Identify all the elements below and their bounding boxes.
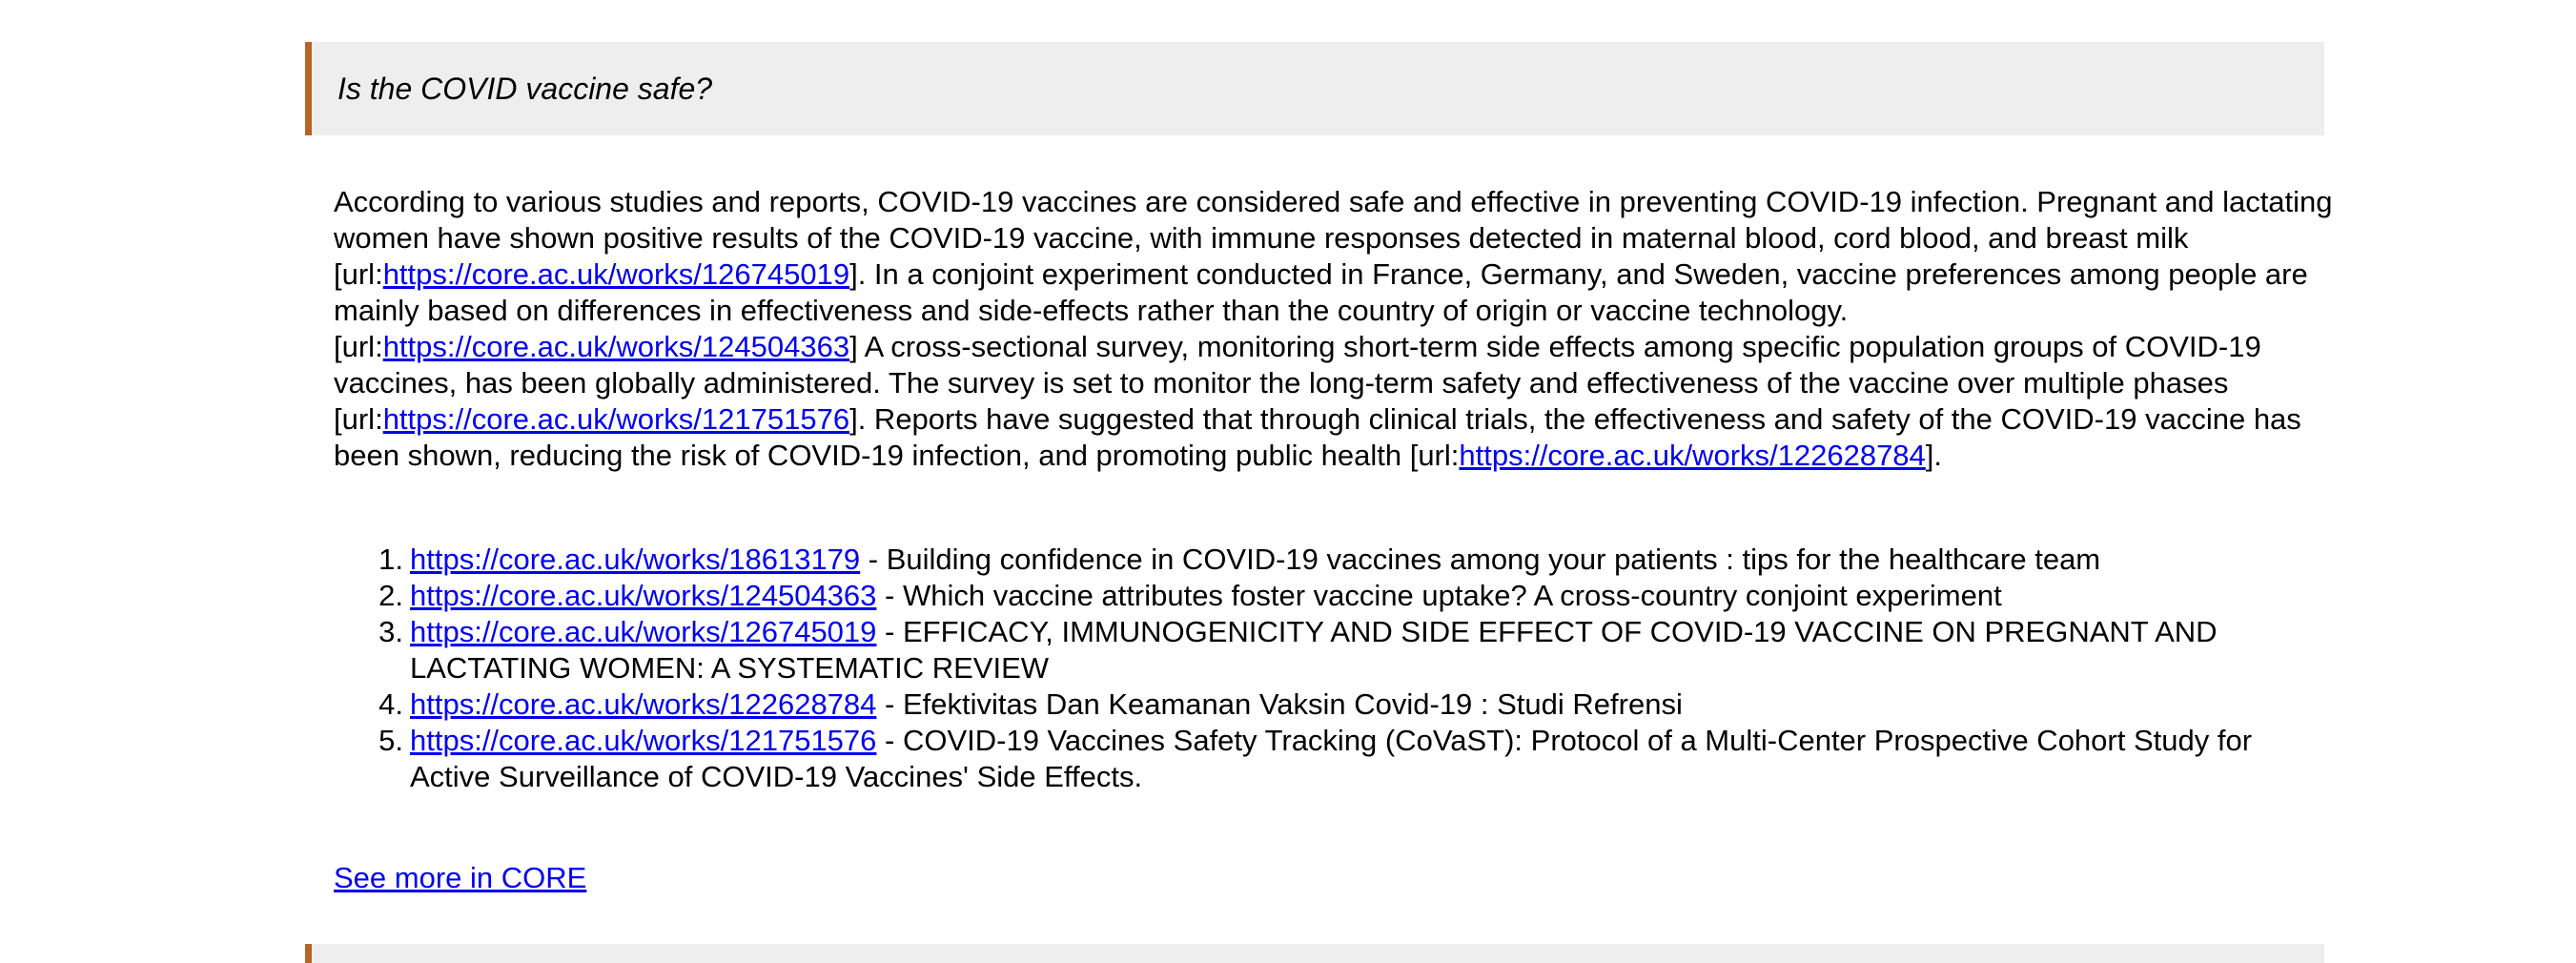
answer-text-part: ] A cross-sectional survey, monitoring short-term side effects among specific population groups of COVID-19 vaccines, has been globally administered. The survey is set to monitor the long-term safety and effectiveness of the vaccine over multiple phases [url: (334, 330, 2261, 436)
reference-title: - COVID-19 Vaccines Safety Tracking (CoVaST): Protocol of a Multi-Center Prospective Cohort Study for Active Surveillance of COVID-19 Vaccines' Side Effects. (410, 724, 2253, 793)
answer-link[interactable]: https://core.ac.uk/works/122628784 (1459, 439, 1926, 472)
question-text: Is the COVID vaccine safe? (337, 72, 713, 106)
reference-link[interactable]: https://core.ac.uk/works/122628784 (410, 687, 877, 721)
answer-text-part: ]. (1925, 439, 1943, 472)
reference-title: - Building confidence in COVID-19 vaccines among your patients : tips for the healthcare team (860, 543, 2101, 576)
reference-item (378, 723, 2336, 795)
reference-number: 1. (378, 543, 403, 576)
answer-link[interactable]: https://core.ac.uk/works/121751576 (382, 402, 850, 436)
reference-link[interactable]: https://core.ac.uk/works/18613179 (410, 543, 861, 576)
reference-item (378, 686, 2336, 723)
reference-title: - Efektivitas Dan Keamanan Vaksin Covid-19 : Studi Refrensi (876, 687, 1683, 721)
answer-paragraph (334, 184, 2336, 474)
reference-title: - Which vaccine attributes foster vaccine uptake? A cross-country conjoint experiment (876, 579, 2002, 612)
reference-link[interactable]: https://core.ac.uk/works/126745019 (410, 615, 877, 648)
reference-number: 4. (378, 687, 403, 721)
next-question-box (305, 944, 2324, 963)
reference-list (334, 542, 2336, 795)
answer-text-part: ]. Reports have suggested that through clinical trials, the effectiveness and safety of the COVID-19 vaccine has been shown, reducing the risk of COVID-19 infection, and promoting public health [url: (334, 402, 2301, 472)
question-box (305, 42, 2324, 135)
reference-number: 5. (378, 724, 403, 757)
reference-link[interactable]: https://core.ac.uk/works/121751576 (410, 724, 877, 757)
reference-item (378, 578, 2336, 614)
answer-link[interactable]: https://core.ac.uk/works/124504363 (382, 330, 850, 363)
answer-link[interactable]: https://core.ac.uk/works/126745019 (382, 257, 850, 291)
reference-title: - EFFICACY, IMMUNOGENICITY AND SIDE EFFECT OF COVID-19 VACCINE ON PREGNANT AND LACTATING WOMEN: A SYSTEMATIC REVIEW (410, 615, 2218, 685)
reference-number: 3. (378, 615, 403, 648)
reference-number: 2. (378, 579, 403, 612)
see-more-link[interactable]: See more in CORE (334, 861, 587, 894)
reference-item (378, 614, 2336, 686)
answer-text-part: According to various studies and reports, COVID-19 vaccines are considered safe and effective in preventing COVID-19 infection. Pregnant and lactating women have shown positive results of the COVID-19 vaccine, with immune responses detected in maternal blood, cord blood, and breast milk [url: (334, 185, 2333, 291)
reference-item (378, 542, 2336, 578)
answer-text-part: ]. In a conjoint experiment conducted in France, Germany, and Sweden, vaccine preferences among people are mainly based on differences in effectiveness and side-effects rather than the country of origin or vaccine technology. [url: (334, 257, 2308, 363)
reference-link[interactable]: https://core.ac.uk/works/124504363 (410, 579, 877, 612)
answer-text (334, 184, 2336, 474)
